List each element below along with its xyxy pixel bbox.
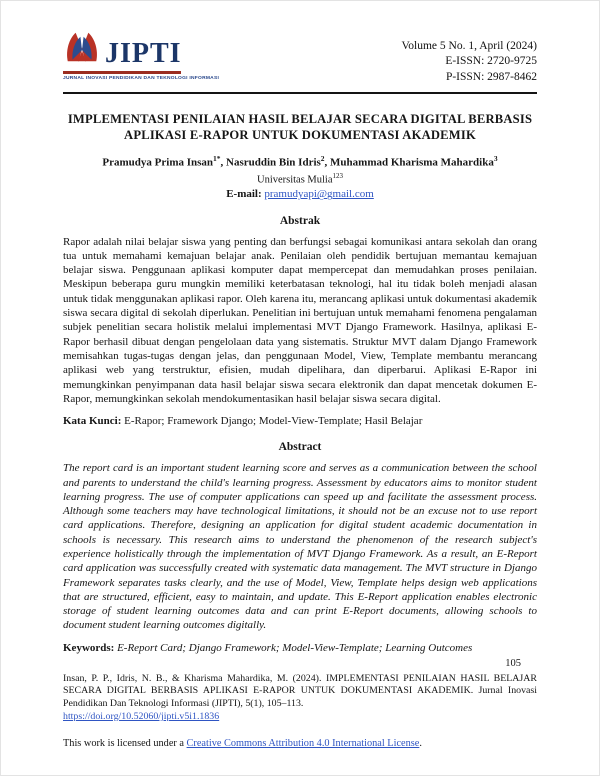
journal-tagline: JURNAL INOVASI PENDIDIKAN DAN TEKNOLOGI INFORMASI bbox=[63, 76, 220, 81]
authors-line bbox=[63, 154, 537, 170]
license-prefix: This work is licensed under a bbox=[63, 737, 187, 749]
eissn-line: E-ISSN: 2720-9725 bbox=[445, 55, 537, 68]
journal-logo bbox=[63, 31, 219, 81]
header-rule bbox=[63, 92, 537, 94]
keywords-label: Keywords: bbox=[63, 641, 115, 654]
logo-divider bbox=[63, 71, 181, 74]
author-name: , Nasruddin Bin Idris bbox=[220, 157, 321, 170]
license-line bbox=[63, 737, 537, 750]
paper-title: IMPLEMENTASI PENILAIAN HASIL BELAJAR SECARA DIGITAL BERBASIS APLIKASI E-RAPOR UNTUK DOKUMENTASI AKADEMIK bbox=[67, 112, 533, 143]
keywords-text: E-Report Card; Django Framework; Model-View-Template; Learning Outcomes bbox=[117, 641, 473, 654]
license-link[interactable]: Creative Commons Attribution 4.0 International License bbox=[186, 737, 420, 749]
author-affil-mark: 2 bbox=[320, 154, 325, 164]
journal-header bbox=[63, 31, 537, 85]
pissn-line: P-ISSN: 2987-8462 bbox=[445, 70, 537, 83]
doi-link[interactable]: https://doi.org/10.52060/jipti.v5i1.1836 bbox=[63, 711, 220, 723]
email-link[interactable]: pramudyapi@gmail.com bbox=[264, 188, 374, 201]
author-name: Pramudya Prima Insan bbox=[102, 157, 214, 170]
keywords-line bbox=[63, 641, 537, 655]
abstract-heading: Abstract bbox=[278, 441, 322, 454]
abstrak-body: Rapor adalah nilai belajar siswa yang penting dan berfungsi sebagai komunikasi antara sekolah dan orang tua untuk memahami kemajuan belajar anak. Penilaian oleh pendidik bertujuan memantau kemajuan belajar siswa. Penggunaan aplikasi komputer dapat mempercepat dan memudahkan proses penilaian. Meskipun beberapa guru mungkin memiliki keterbatasan teknologi, hal itu tidak boleh menjadi alasan untuk tidak menggunakan aplikasi rapor. Oleh karena itu, merancang aplikasi untuk dokumentasi akademik siswa secara digital di sekolah diperlukan. Penelitian ini bertujuan untuk memahami fenomena pengalaman subjek penelitian secara holistik melalui implementasi MVT Django Framework. Hasilnya, aplikasi E-Rapor berhasil dibuat dengan pengelolaan data yang sistematis. Struktur MVT dalam Django Framework memisahkan tugas-tugas dengan jelas, dan penggunaan Model, View, Template membantu merancang aplikasi web yang terstruktur, efisien, mudah dipelihara, dan diperbarui. Aplikasi E-Rapor ini memungkinkan penyimpanan data hasil belajar siswa secara elektronik dan dapat mencetak dokumen E-Rapor, memungkinkan sekolah mendokumentasikan hasil belajar siswa secara digital. bbox=[63, 235, 537, 405]
author-name: , Muhammad Kharisma Mahardika bbox=[324, 157, 494, 170]
author-affil-mark: 3 bbox=[493, 154, 498, 164]
page-number: 105 bbox=[505, 658, 521, 670]
citation-text: Insan, P. P., Idris, N. B., & Kharisma Mahardika, M. (2024). IMPLEMENTASI PENILAIAN HASIL BELAJAR SECARA DIGITAL BERBASIS APLIKASI E-RAPOR UNTUK DOKUMENTASI AKADEMIK. Jurnal Inovasi Pendidikan Dan Teknologi Informasi (JIPTI), 5(1), 105–113. bbox=[63, 672, 537, 710]
kata-kunci-label: Kata Kunci: bbox=[63, 415, 122, 428]
affiliation-line: Universitas Mulia$^{123}$ bbox=[256, 171, 344, 186]
author-affil-mark: 1* bbox=[213, 154, 221, 164]
issue-info bbox=[401, 31, 537, 85]
citation-block bbox=[63, 673, 537, 724]
license-suffix: . bbox=[419, 737, 422, 749]
journal-acronym: JIPTI bbox=[105, 38, 182, 69]
volume-line: Volume 5 No. 1, April (2024) bbox=[401, 40, 537, 52]
kata-kunci-text: E-Rapor; Framework Django; Model-View-Template; Hasil Belajar bbox=[124, 415, 423, 428]
open-book-icon bbox=[63, 31, 101, 68]
kata-kunci-line bbox=[63, 414, 537, 428]
abstrak-heading: Abstrak bbox=[279, 214, 321, 227]
email-line bbox=[63, 187, 537, 201]
abstract-body: The report card is an important student learning score and serves as a communication between the school and parents to understand the child's learning progress. Assessment by educators aims to monitor student learning progress. The use of computer applications can speed up and facilitate the assessment process. Although some teachers may have technological limitations, it should not be an excuse not to use report card applications. Therefore, designing an application for digital student academic documentation in schools is necessary. This research aims to understand the phenomenon of the research subject's experience holistically through the implementation of MVT Django Framework. As a result, an E-Report card application was successfully created with systematic data management. The MVT structure in Django Framework separates tasks clearly, and the use of Model, View, Template helps design web applications that are structured, efficient, easy to maintain, and update. This E-Report application enables electronic storage of student learning outcomes data and can print E-Report documents, allowing schools to document student learning outcomes digitally. bbox=[63, 462, 537, 632]
email-label: E-mail: bbox=[226, 188, 262, 201]
